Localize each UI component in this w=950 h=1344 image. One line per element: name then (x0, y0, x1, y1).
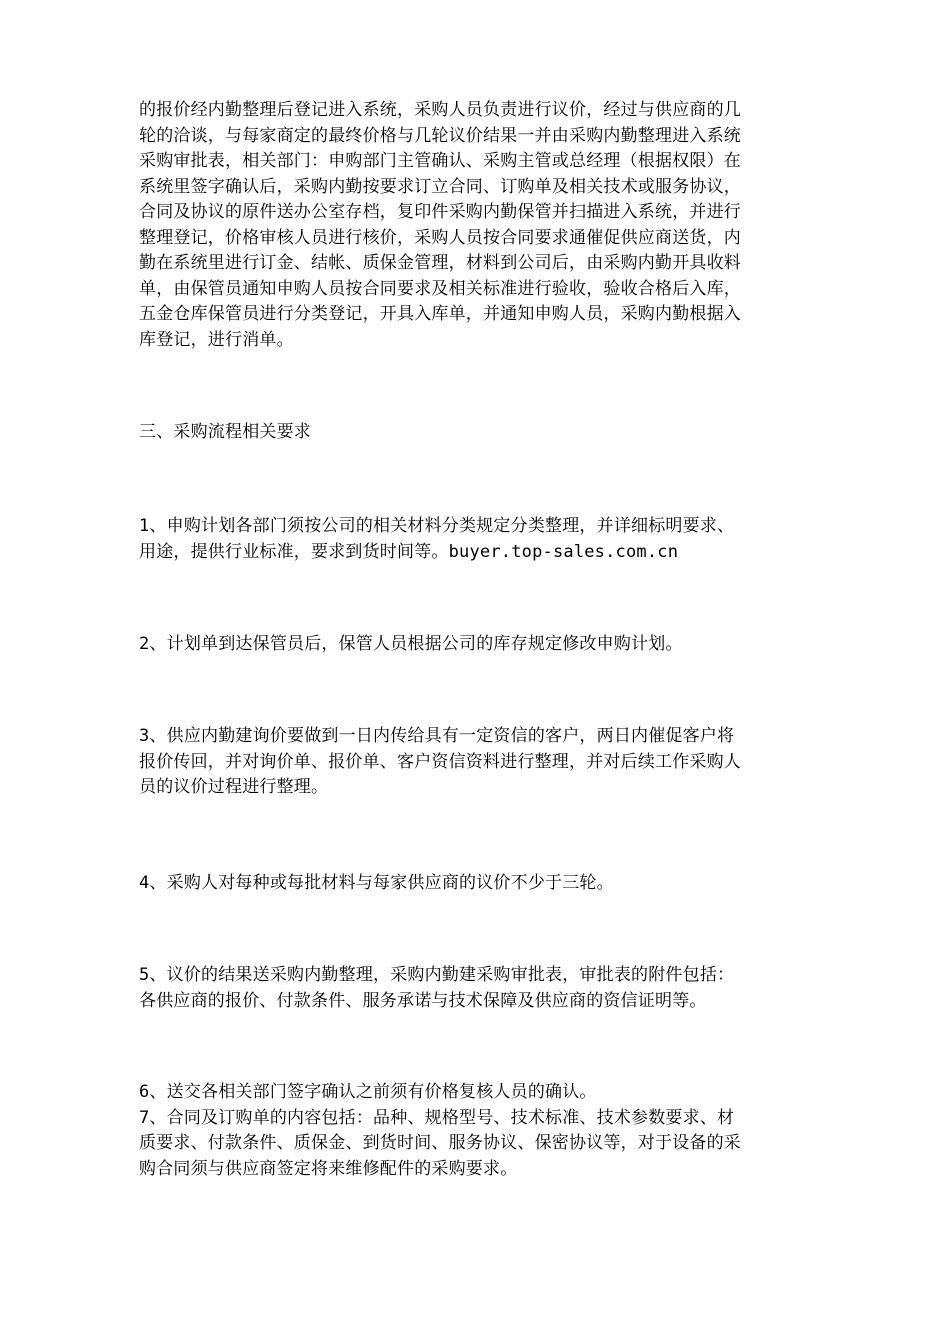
list-item-5 (139, 963, 819, 1014)
text-line: 系统里签字确认后，采购内勤按要求订立合同、订购单及相关技术或服务协议， (139, 176, 741, 197)
text-line: 购合同须与供应商签定将来维修配件的采购要求。 (139, 1158, 518, 1179)
text-line: 合同及协议的原件送办公室存档，复印件采购内勤保管并扫描进入系统，并进行 (139, 202, 741, 222)
text-line: 勤在系统里进行订金、结帐、质保金管理，材料到公司后，由采购内勤开具收料 (139, 253, 741, 273)
section-heading-text: 三、采购流程相关要求 (139, 422, 311, 442)
text-line: 五金仓库保管员进行分类登记，开具入库单，并通知申购人员，采购内勤根据入 (139, 304, 741, 324)
list-item-3 (139, 724, 819, 801)
intro-paragraph (139, 98, 819, 353)
text-line: 用途，提供行业标准，要求到货时间等。buyer.top-sales.com.cn (139, 541, 679, 562)
text-line: 员的议价过程进行整理。 (139, 777, 329, 797)
text-line: 采购审批表，相关部门：申购部门主管确认、采购主管或总经理（根据权限）在 (139, 151, 741, 171)
text-line: 库登记，进行消单。 (139, 329, 294, 350)
list-item-1 (139, 514, 819, 565)
text-line: 4、采购人对每种或每批材料与每家供应商的议价不少于三轮。 (139, 873, 614, 893)
text-line: 质要求、付款条件、质保金、到货时间、服务协议、保密协议等，对于设备的采 (139, 1133, 741, 1153)
section-heading (139, 420, 819, 446)
list-item-4 (139, 871, 819, 897)
text-line: 的报价经内勤整理后登记进入系统，采购人员负责进行议价，经过与供应商的几 (139, 100, 741, 120)
text-line: 6、送交各相关部门签字确认之前须有价格复核人员的确认。 (139, 1082, 597, 1102)
text-line: 1、申购计划各部门须按公司的相关材料分类规定分类整理，并详细标明要求、 (139, 516, 735, 536)
list-items-6-7 (139, 1080, 819, 1182)
text-line: 2、计划单到达保管员后，保管人员根据公司的库存规定修改申购计划。 (139, 634, 683, 654)
list-item-2 (139, 632, 819, 658)
text-line: 7、合同及订购单的内容包括：品种、规格型号、技术标准、技术参数要求、材 (139, 1107, 735, 1128)
text-line: 3、供应内勤建询价要做到一日内传给具有一定资信的客户，两日内催促客户将 (139, 726, 735, 746)
text-line: 轮的洽谈，与每家商定的最终价格与几轮议价结果一并由采购内勤整理进入系统 (139, 125, 741, 146)
text-line: 各供应商的报价、付款条件、服务承诺与技术保障及供应商的资信证明等。 (139, 990, 707, 1011)
text-line: 5、议价的结果送采购内勤整理，采购内勤建采购审批表，审批表的附件包括： (139, 965, 735, 985)
text-line: 报价传回，并对询价单、报价单、客户资信资料进行整理，并对后续工作采购人 (139, 751, 741, 772)
text-line: 整理登记，价格审核人员进行核价，采购人员按合同要求通催促供应商送货，内 (139, 227, 741, 248)
text-line: 单，由保管员通知申购人员按合同要求及相关标准进行验收，验收合格后入库， (139, 278, 741, 299)
